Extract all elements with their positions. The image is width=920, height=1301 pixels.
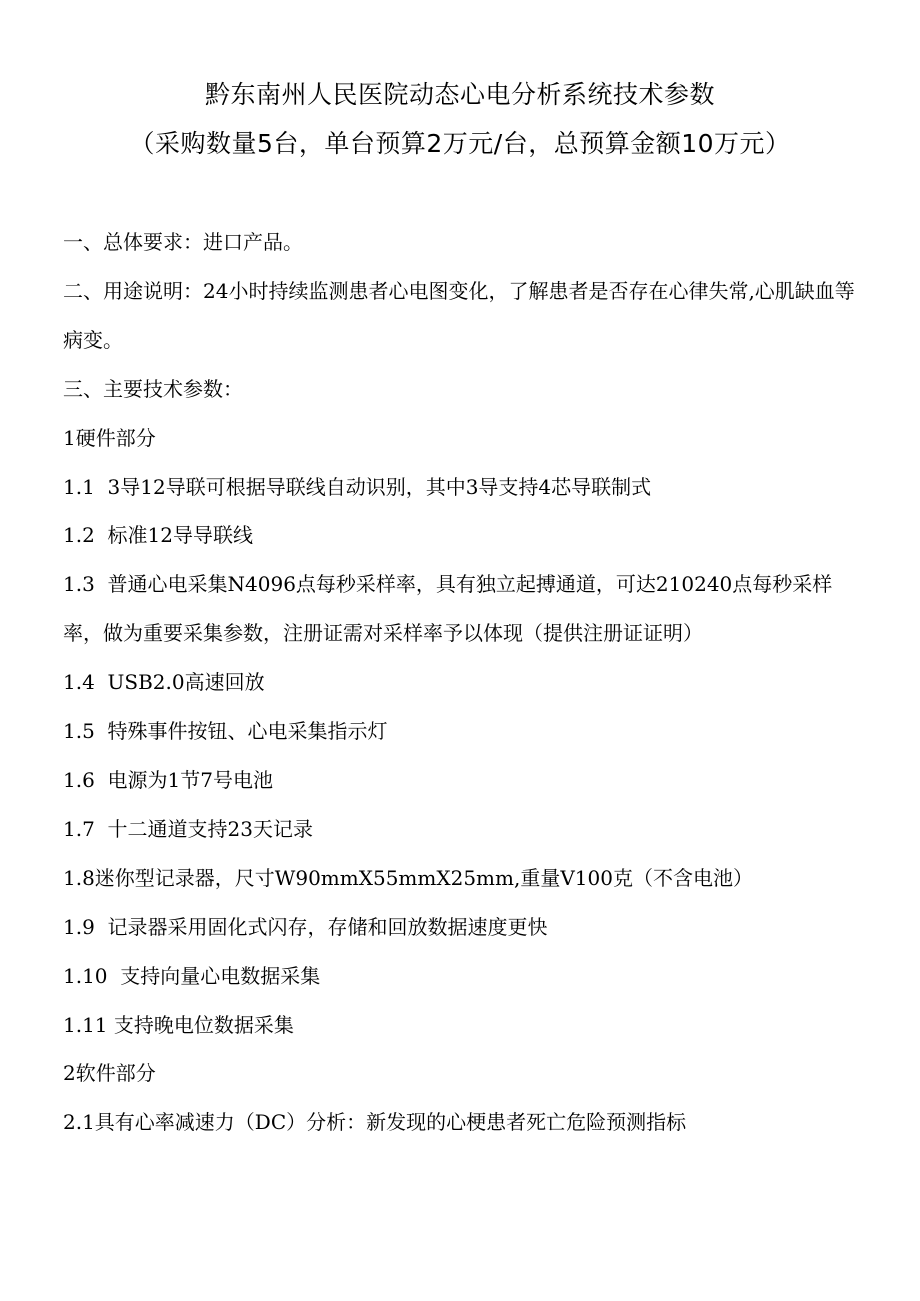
spec-item: 1.1 3导12导联可根据导联线自动识别，其中3导支持4芯导联制式: [63, 474, 652, 499]
spec-item: 1.3 普通心电采集N4096点每秒采样率，具有独立起搏通道，可达210240点每秒采样率，做为重要采集参数，注册证需对采样率予以体现（提供注册证证明）: [63, 572, 833, 646]
spec-item: 1.11 支持晚电位数据采集: [63, 1012, 294, 1037]
spec-item: 1.2 标准12导导联线: [63, 523, 253, 548]
subsection-software: 2软件部分: [63, 1061, 156, 1086]
spec-item: 1.4 USB2.0高速回放: [63, 670, 265, 695]
document-body: [63, 218, 863, 1147]
document-title: 黔东南州人民医院动态心电分析系统技术参数: [204, 80, 715, 109]
spec-item: 2.1具有心率减速力（DC）分析：新发现的心梗患者死亡危险预测指标: [63, 1110, 687, 1135]
spec-item: 1.6 电源为1节7号电池: [63, 767, 273, 792]
section-usage-description: 二、用途说明：24小时持续监测患者心电图变化，了解患者是否存在心律失常,心肌缺血等病变。: [63, 278, 855, 352]
section-general-requirements: 一、总体要求：进口产品。: [63, 230, 303, 254]
spec-item: 1.8迷你型记录器，尺寸W90mmX55mmX25mm,重量V100克（不含电池）: [63, 865, 753, 890]
spec-item: 1.10 支持向量心电数据采集: [63, 963, 321, 988]
subsection-hardware: 1硬件部分: [63, 425, 156, 450]
document-subtitle: （采购数量5台，单台预算2万元/台，总预算金额10万元）: [129, 129, 791, 158]
spec-item: 1.7 十二通道支持23天记录: [63, 816, 313, 841]
section-technical-parameters: 三、主要技术参数：: [63, 376, 243, 401]
spec-item: 1.9 记录器采用固化式闪存，存储和回放数据速度更快: [63, 914, 548, 939]
spec-item: 1.5 特殊事件按钮、心电采集指示灯: [63, 719, 388, 744]
